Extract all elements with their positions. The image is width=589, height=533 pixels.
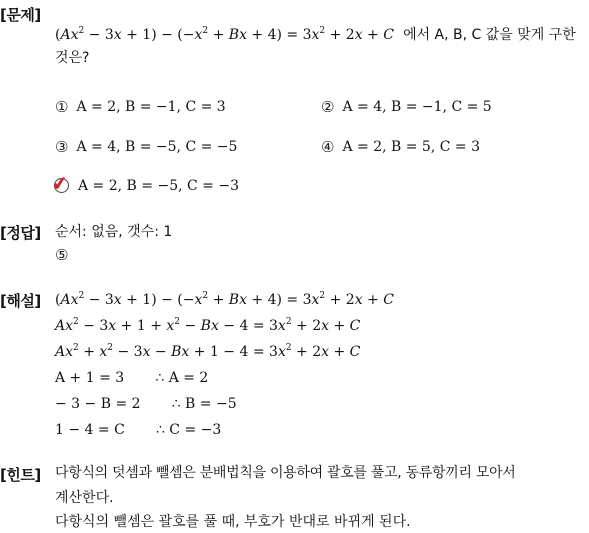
choice-4[interactable]	[321, 137, 480, 157]
hint-line-1: 다항식의 덧셈과 뺄셈은 분배법칙을 이용하여 괄호를 풀고, 동류항끼리 모아서	[55, 465, 516, 481]
choice-3-text: A = 4, B = −5, C = −5	[76, 139, 238, 155]
answer-meta: 순서: 없음, 갯수: 1	[55, 224, 173, 240]
question-equation-line	[55, 24, 576, 45]
choice-1[interactable]	[55, 97, 226, 117]
hint-label: [힌트]	[0, 466, 41, 484]
answer-label: [정답]	[0, 224, 41, 242]
explanation-result-c: 1 − 4 = C ∴ C = −3	[55, 422, 222, 438]
explanation-result-b: − 3 − B = 2 ∴ B = −5	[55, 396, 237, 412]
hint-line-3: 다항식의 뺄셈은 괄호를 풀 때, 부호가 반대로 바뀌게 된다.	[55, 514, 411, 530]
check-mark-icon: ✔	[50, 171, 70, 197]
question-text: 에서 A, B, C 값을 맞게 구한	[403, 27, 576, 43]
explanation-result-a: A + 1 = 3 ∴ A = 2	[55, 370, 209, 386]
explanation-step-3: $Ax^2 + x^2 - 3x - Bx + 1 - 4 = 3x^2 + 2x + C$	[55, 343, 361, 360]
choice-4-mark: ④	[321, 138, 335, 156]
choice-2-text: A = 4, B = −1, C = 5	[342, 99, 492, 115]
choice-4-text: A = 2, B = 5, C = 3	[342, 139, 480, 155]
hint-line-2: 계산한다.	[55, 490, 114, 506]
choice-1-text: A = 2, B = −1, C = 3	[76, 99, 226, 115]
question-equation: $(Ax^2 - 3x + 1) - (-x^2 + Bx + 4) = 3x^2 + 2x + C$	[55, 26, 394, 43]
answer-value: ⑤	[55, 246, 69, 264]
choice-3[interactable]	[55, 137, 237, 157]
question-text-line2: 것은?	[55, 50, 90, 66]
explanation-label: [해설]	[0, 292, 41, 310]
explanation-step-1: $(Ax^2 - 3x + 1) - (-x^2 + Bx + 4) = 3x^2 + 2x + C$	[55, 291, 394, 308]
choice-5-text: A = 2, B = −5, C = −3	[78, 178, 239, 194]
choice-5[interactable]	[78, 176, 239, 196]
choice-1-mark: ①	[55, 98, 69, 116]
choice-2-mark: ②	[321, 98, 335, 116]
choice-2[interactable]	[321, 97, 492, 117]
choice-3-mark: ③	[55, 138, 69, 156]
explanation-step-2: $Ax^2 - 3x + 1 + x^2 - Bx - 4 = 3x^2 + 2x + C$	[55, 317, 361, 334]
question-label: [문제]	[0, 6, 41, 24]
